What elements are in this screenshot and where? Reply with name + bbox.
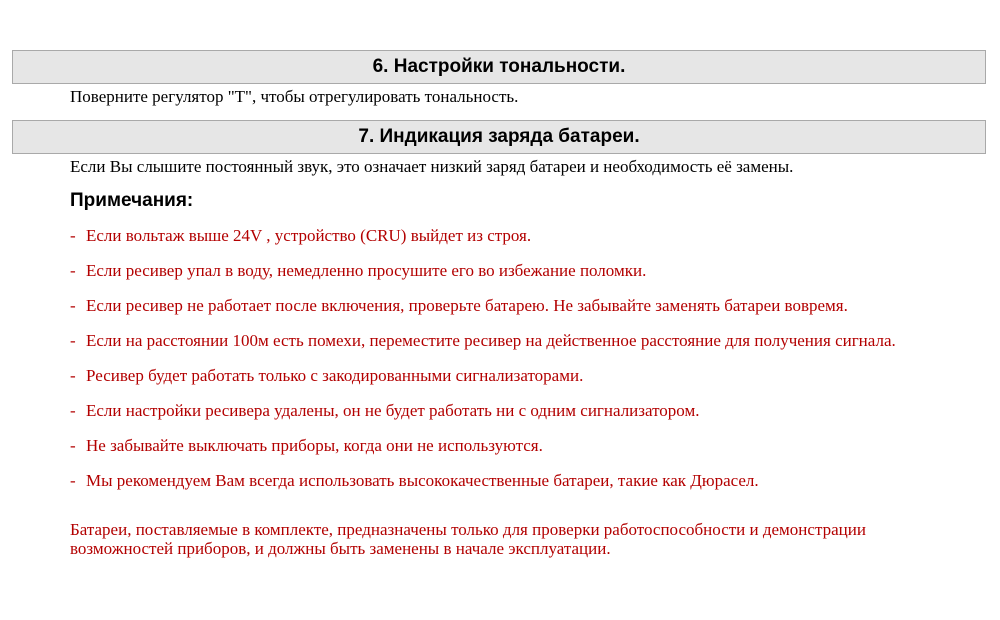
note-text: Если ресивер упал в воду, немедленно просушите его во избежание поломки.	[86, 261, 647, 280]
note-text: Ресивер будет работать только с закодированными сигнализаторами.	[86, 366, 584, 385]
note-text: Не забывайте выключать приборы, когда они не используются.	[86, 436, 543, 455]
note-dash: -	[70, 471, 76, 490]
note-item	[70, 226, 985, 245]
section-6-header	[12, 50, 986, 84]
note-text: Если вольтаж выше 24V , устройство (CRU) выйдет из строя.	[86, 226, 532, 245]
note-item	[70, 436, 985, 455]
note-dash: -	[70, 401, 76, 420]
section-7-text: Если Вы слышите постоянный звук, это означает низкий заряд батареи и необходимость её замены.	[70, 157, 794, 176]
note-dash: -	[70, 296, 76, 315]
note-text: Если на расстоянии 100м есть помехи, переместите ресивер на действенное расстояние для получения сигнала.	[86, 331, 896, 350]
note-item	[70, 366, 985, 385]
note-dash: -	[70, 226, 76, 245]
section-7-title: 7. Индикация заряда батареи.	[358, 126, 640, 147]
battery-footer-note: Батареи, поставляемые в комплекте, предназначены только для проверки работоспособности и демонстрации возможностей приборов, и должны быть заменены в начале эксплуатации.	[70, 520, 866, 558]
note-dash: -	[70, 331, 76, 350]
note-item	[70, 261, 985, 280]
note-item	[70, 471, 985, 490]
note-item	[70, 296, 985, 315]
note-text: Если ресивер не работает после включения, проверьте батарею. Не забывайте заменять батареи вовремя.	[86, 296, 848, 315]
section-7-header	[12, 120, 986, 154]
note-dash: -	[70, 261, 76, 280]
note-text: Мы рекомендуем Вам всегда использовать высококачественные батареи, такие как Дюрасел.	[86, 471, 759, 490]
section-6-text: Поверните регулятор "Т", чтобы отрегулировать тональность.	[70, 87, 519, 106]
note-item	[70, 401, 985, 420]
notes-title: Примечания:	[70, 190, 194, 211]
notes-list	[70, 226, 985, 506]
note-text: Если настройки ресивера удалены, он не будет работать ни с одним сигнализатором.	[86, 401, 700, 420]
note-item	[70, 331, 985, 350]
note-dash: -	[70, 436, 76, 455]
section-6-title: 6. Настройки тональности.	[372, 56, 626, 77]
note-dash: -	[70, 366, 76, 385]
